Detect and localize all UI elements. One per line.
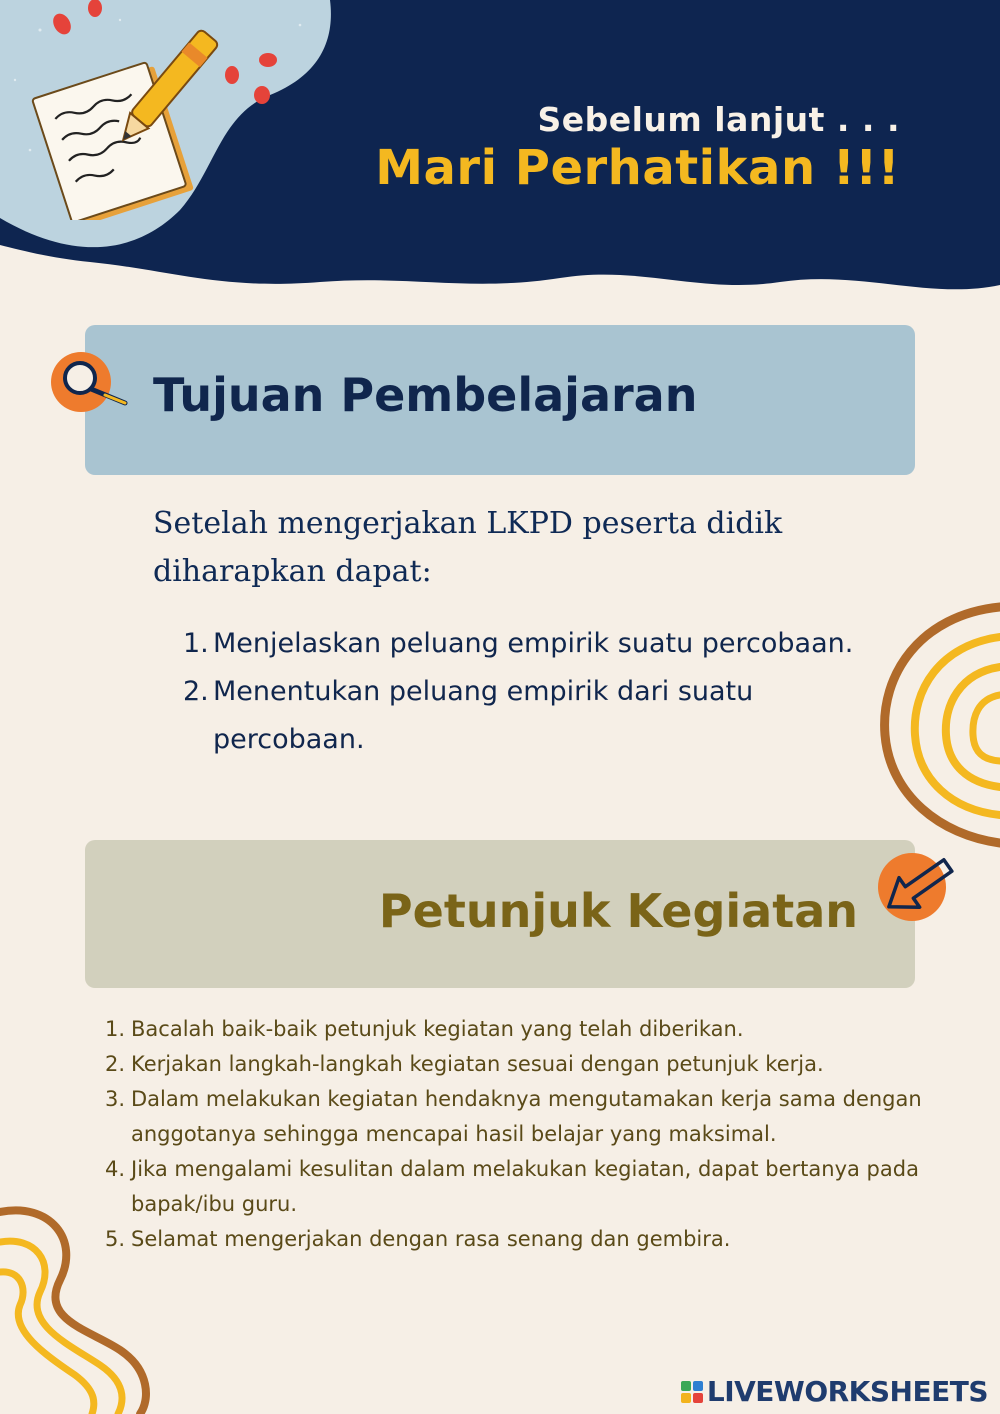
petunjuk-heading: Petunjuk Kegiatan <box>378 884 858 938</box>
list-number: 5. <box>105 1227 126 1251</box>
list-item <box>105 1222 925 1257</box>
list-text: Jika mengalami kesulitan dalam melakukan kegiatan, dapat bertanya pada bapak/ibu guru. <box>131 1157 919 1216</box>
rainbow-arcs-decoration <box>860 595 1000 855</box>
list-text: Menjelaskan peluang empirik suatu percobaan. <box>213 628 854 659</box>
list-number: 1. <box>105 1017 126 1041</box>
list-item <box>105 1047 925 1082</box>
notebook-pen-icon <box>25 20 225 220</box>
list-number: 2. <box>183 676 209 707</box>
tujuan-intro: Setelah mengerjakan LKPD peserta didik diharapkan dapat: <box>153 506 783 589</box>
liveworksheets-brand[interactable] <box>681 1375 988 1408</box>
list-item <box>183 668 883 764</box>
list-item <box>105 1152 925 1222</box>
list-item <box>105 1082 925 1152</box>
header-title: Mari Perhatikan !!! <box>375 140 900 196</box>
liveworksheets-logo-icon <box>681 1381 703 1403</box>
arrow-icon <box>872 845 967 925</box>
list-text: Kerjakan langkah-langkah kegiatan sesuai dengan petunjuk kerja. <box>131 1052 824 1076</box>
magnifier-icon <box>45 345 135 420</box>
list-text: Selamat mengerjakan dengan rasa senang dan gembira. <box>131 1227 731 1251</box>
header-subtitle: Sebelum lanjut . . . <box>537 100 900 139</box>
list-number: 2. <box>105 1052 126 1076</box>
list-number: 3. <box>105 1087 126 1111</box>
instructions-list <box>105 1012 925 1257</box>
list-text: Menentukan peluang empirik dari suatu percobaan. <box>213 676 754 755</box>
tujuan-heading: Tujuan Pembelajaran <box>153 368 698 422</box>
list-number: 1. <box>183 628 209 659</box>
list-text: Dalam melakukan kegiatan hendaknya mengutamakan kerja sama dengan anggotanya sehingga mencapai hasil belajar yang maksimal. <box>131 1087 922 1146</box>
list-text: Bacalah baik-baik petunjuk kegiatan yang telah diberikan. <box>131 1017 744 1041</box>
list-item <box>183 620 883 668</box>
objectives-list <box>183 620 883 764</box>
squiggle-decoration <box>0 1200 175 1414</box>
list-number: 4. <box>105 1157 126 1181</box>
list-item <box>105 1012 925 1047</box>
brand-text: LIVEWORKSHEETS <box>706 1375 988 1408</box>
